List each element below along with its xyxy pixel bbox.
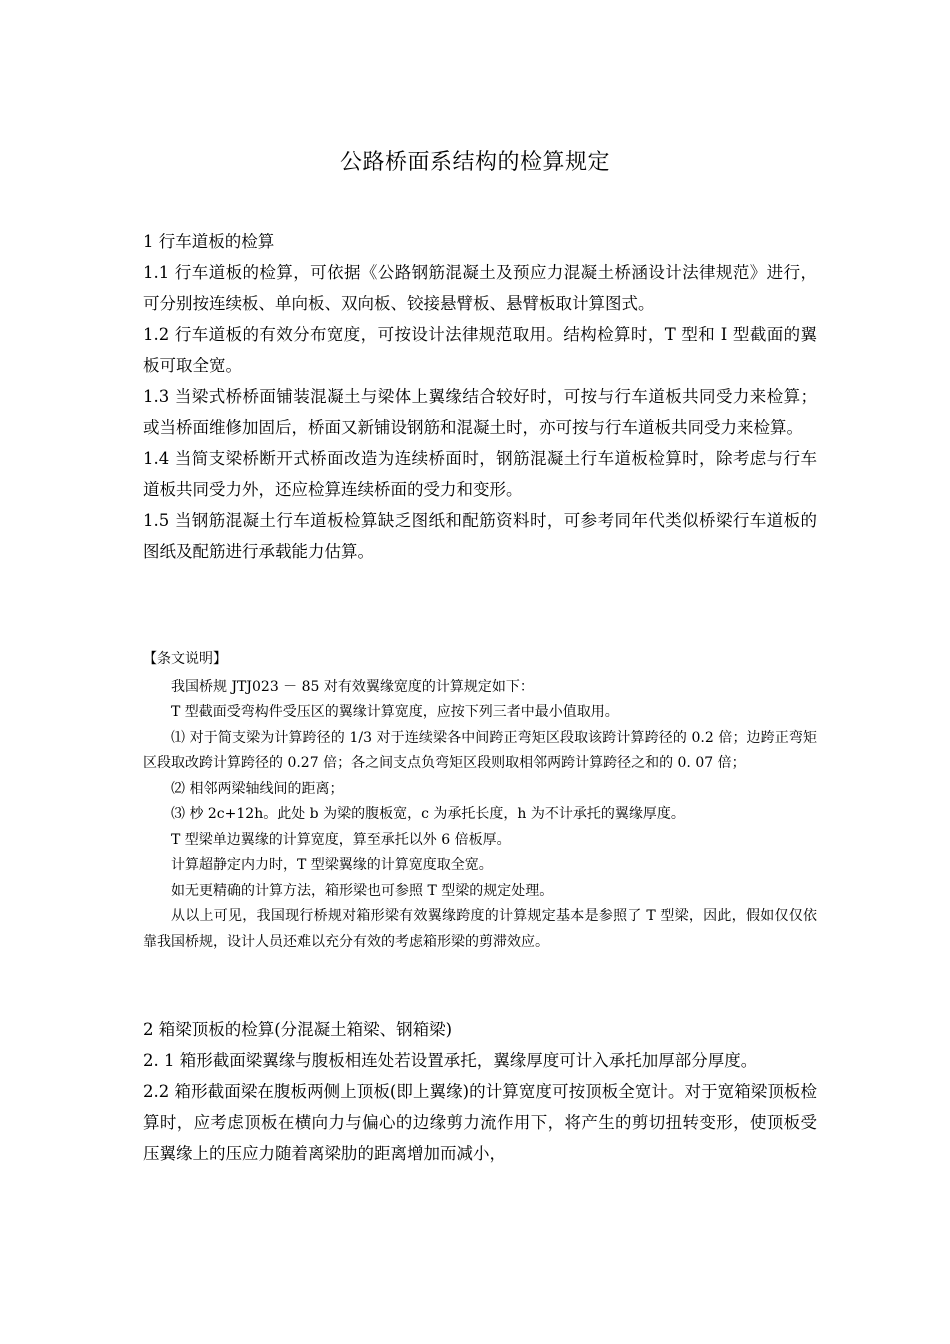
document-title: 公路桥面系结构的检算规定 xyxy=(339,150,610,175)
clause-2-2: 2.2 箱形截面梁在腹板两侧上顶板(即上翼缘)的计算宽度可按顶板全宽计。对于宽箱梁顶板检算时，应考虑顶板在横向力与偏心的边缘剪力流作用下，将产生的剪切扭转变形，使顶板受压翼缘上的压应力随着离梁肋的距离增加而减小， xyxy=(143,1082,817,1163)
clause-1-3: 1.3 当梁式桥桥面铺装混凝土与梁体上翼缘结合较好时，可按与行车道板共同受力来检算；或当桥面维修加固后，桥面又新铺设钢筋和混凝土时，亦可按与行车道板共同受力来检算。 xyxy=(143,387,817,437)
note-paragraph: 计算超静定内力时，T 型梁翼缘的计算宽度取全宽。 xyxy=(171,857,493,873)
clause-1-1: 1.1 行车道板的检算，可依据《公路钢筋混凝土及预应力混凝土桥涵设计法律规范》进行，可分别按连续板、单向板、双向板、铰接悬臂板、悬臂板取计算图式。 xyxy=(143,263,817,313)
note-paragraph: 我国桥规 JTJ023 － 85 对有效翼缘宽度的计算规定如下： xyxy=(171,678,534,695)
section-2-heading: 2 箱梁顶板的检算(分混凝土箱梁、钢箱梁) xyxy=(143,1020,453,1039)
note-paragraph: ⑵ 相邻两梁轴线间的距离； xyxy=(171,780,344,797)
note-paragraph: ⑶ 杪 2c+12h。此处 b 为梁的腹板宽，c 为承托长度，h 为不计承托的翼缘厚度。 xyxy=(171,806,685,822)
note-paragraph: T 型截面受弯构件受压区的翼缘计算宽度，应按下列三者中最小值取用。 xyxy=(171,704,619,720)
clause-1-5: 1.5 当钢筋混凝土行车道板检算缺乏图纸和配筋资料时，可参考同年代类似桥梁行车道板的图纸及配筋进行承载能力估算。 xyxy=(143,511,817,561)
section-1-heading: 1 行车道板的检算 xyxy=(143,232,275,251)
clause-2-1: 2. 1 箱形截面梁翼缘与腹板相连处若设置承托，翼缘厚度可计入承托加厚部分厚度。 xyxy=(143,1051,758,1070)
note-paragraph: 从以上可见，我国现行桥规对箱形梁有效翼缘跨度的计算规定基本是参照了 T 型梁，因此，假如仅仅依靠我国桥规，设计人员还难以充分有效的考虑箱形梁的剪滞效应。 xyxy=(143,908,817,950)
section-1 xyxy=(143,226,817,567)
clause-1-2: 1.2 行车道板的有效分布宽度，可按设计法律规范取用。结构检算时，T 型和 I 型截面的翼板可取全宽。 xyxy=(143,325,817,375)
note-paragraph: ⑴ 对于简支梁为计算跨径的 1/3 对于连续梁各中间跨正弯矩区段取该跨计算跨径的 0.2 倍；边跨正弯矩区段取改跨计算跨径的 0.27 倍；各之间支点负弯矩区段则取相邻两跨计算跨径之和的 0. 07 倍； xyxy=(143,729,817,771)
clause-explanation xyxy=(143,647,817,955)
clause-explanation-heading: 【条文说明】 xyxy=(143,651,227,667)
note-paragraph: T 型梁单边翼缘的计算宽度，算至承托以外 6 倍板厚。 xyxy=(171,831,511,848)
section-2 xyxy=(143,1014,817,1169)
note-paragraph: 如无更精确的计算方法，箱形梁也可参照 T 型梁的规定处理。 xyxy=(171,882,554,899)
clause-1-4: 1.4 当简支梁桥断开式桥面改造为连续桥面时，钢筋混凝土行车道板检算时，除考虑与行车道板共同受力外，还应检算连续桥面的受力和变形。 xyxy=(143,449,817,499)
